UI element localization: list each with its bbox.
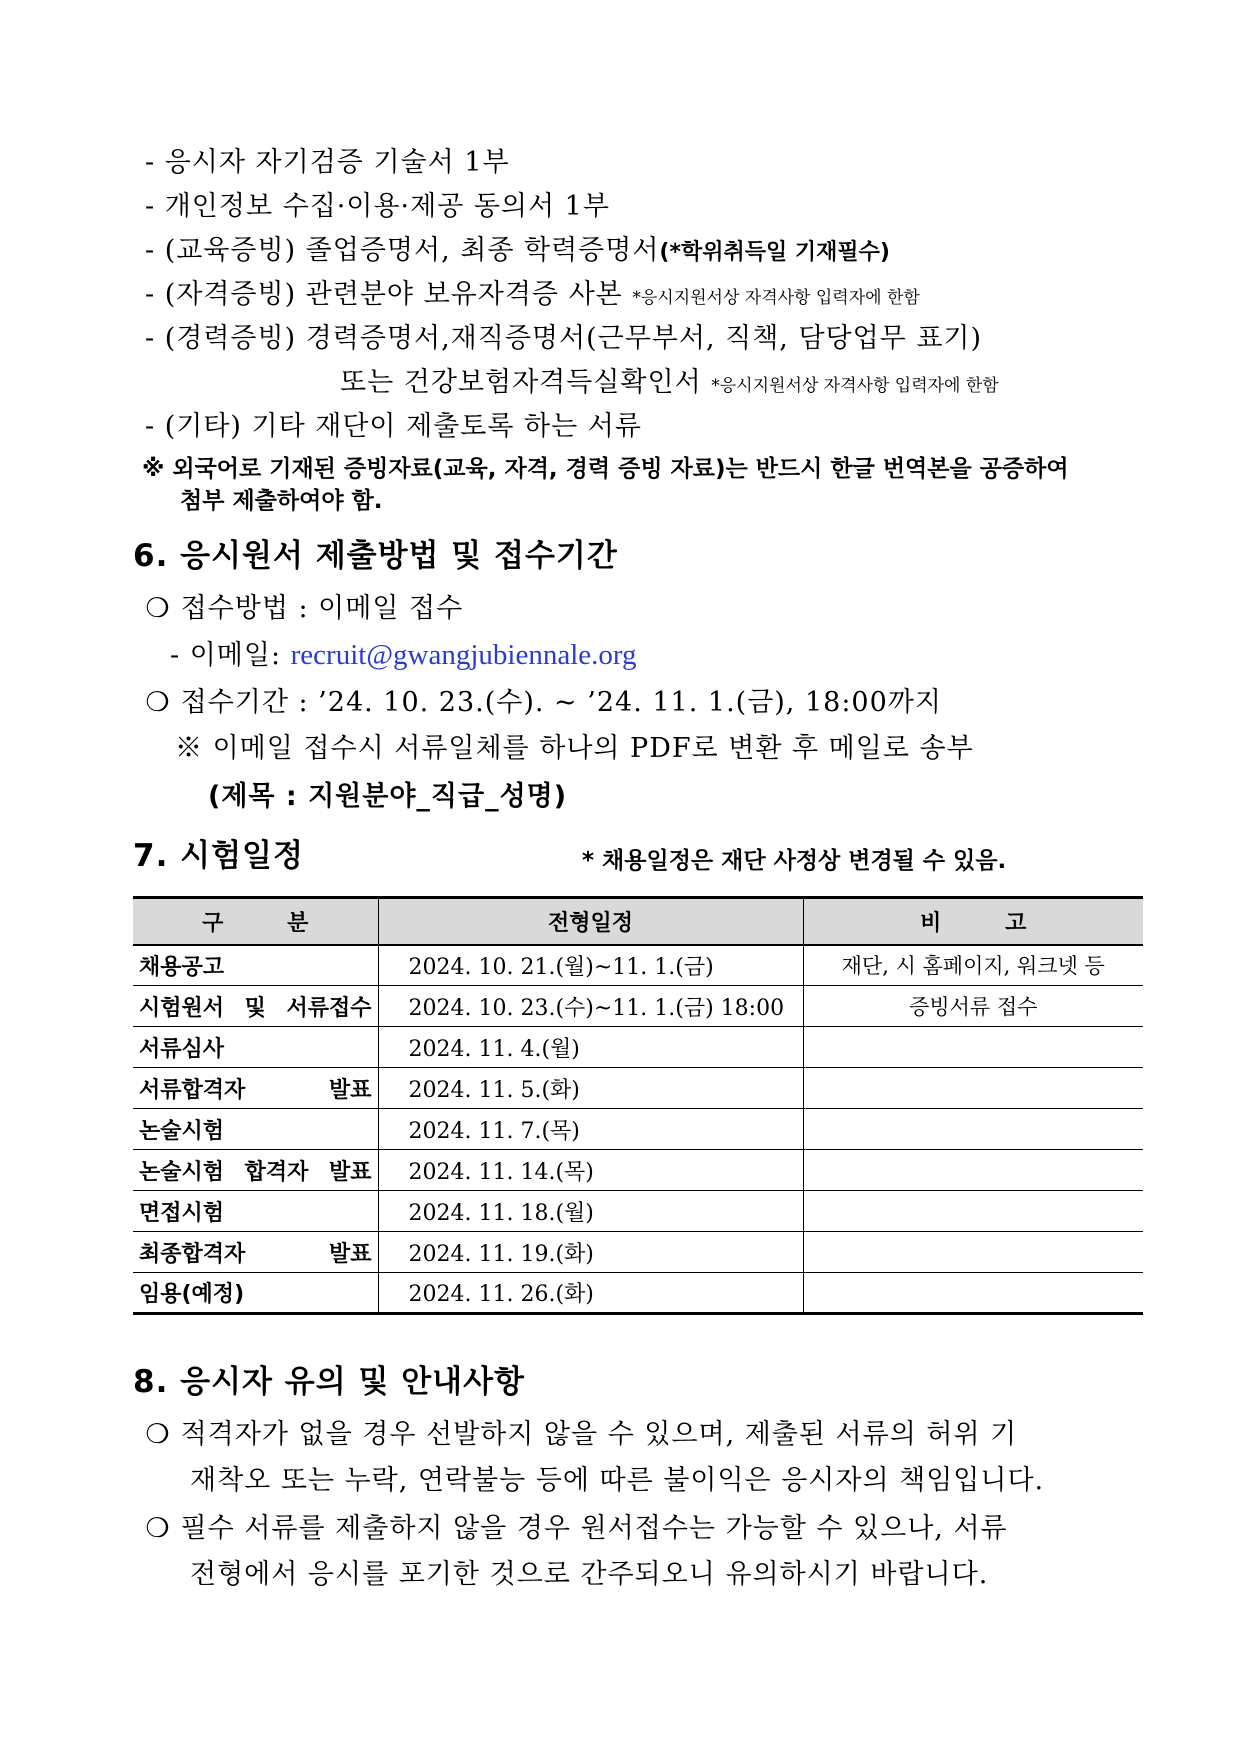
row-category: 임용(예정) xyxy=(133,1273,378,1314)
row-date: 2024. 11. 4.(월) xyxy=(378,1027,803,1068)
row-remark xyxy=(803,1191,1143,1232)
table-row xyxy=(133,945,1143,986)
foreign-doc-note-line2: 첨부 제출하여야 함. xyxy=(180,488,383,514)
header-remark: 비 고 xyxy=(803,898,1143,945)
email-link[interactable]: recruit@gwangjubiennale.org xyxy=(290,639,637,671)
table-row xyxy=(133,1027,1143,1068)
doc-item-other: - (기타) 기타 재단이 제출토록 하는 서류 xyxy=(145,411,642,442)
row-category: 서류합격자 발표 xyxy=(133,1068,378,1109)
pdf-note: ※ 이메일 접수시 서류일체를 하나의 PDF로 변환 후 메일로 송부 xyxy=(175,733,974,764)
row-date: 2024. 11. 19.(화) xyxy=(378,1232,803,1273)
row-category: 면접시험 xyxy=(133,1191,378,1232)
table-row xyxy=(133,1232,1143,1273)
schedule-change-note: * 채용일정은 재단 사정상 변경될 수 있음. xyxy=(582,848,1007,874)
email-line: - 이메일: recruit@gwangjubiennale.org xyxy=(170,639,637,671)
row-category: 최종합격자 발표 xyxy=(133,1232,378,1273)
row-date: 2024. 11. 18.(월) xyxy=(378,1191,803,1232)
row-remark xyxy=(803,1273,1143,1314)
doc-item-privacy-consent: - 개인정보 수집·이용·제공 동의서 1부 xyxy=(145,191,610,222)
row-remark xyxy=(803,1150,1143,1191)
doc-item-education: - (교육증빙) 졸업증명서, 최종 학력증명서(*학위취득일 기재필수) xyxy=(145,235,890,266)
row-remark xyxy=(803,1232,1143,1273)
row-date: 2024. 11. 7.(목) xyxy=(378,1109,803,1150)
header-schedule: 전형일정 xyxy=(378,898,803,945)
row-remark xyxy=(803,1027,1143,1068)
email-subject-note: (제목 : 지원분야_직급_성명) xyxy=(208,781,568,812)
section8-title: 8. 응시자 유의 및 안내사항 xyxy=(133,1364,525,1400)
header-category: 구 분 xyxy=(133,898,378,945)
certificate-note: *응시지원서상 자격사항 입력자에 한함 xyxy=(632,288,920,308)
section7-title: 7. 시험일정 xyxy=(133,838,304,874)
doc-item-self-verification: - 응시자 자기검증 기술서 1부 xyxy=(145,147,510,178)
row-category: 시험원서 및 서류접수 xyxy=(133,986,378,1027)
row-date: 2024. 11. 26.(화) xyxy=(378,1273,803,1314)
submission-method: ❍ 접수방법 : 이메일 접수 xyxy=(145,593,464,624)
foreign-doc-note-line1: ※ 외국어로 기재된 증빙자료(교육, 자격, 경력 증빙 자료)는 반드시 한글 번역본을 공증하여 xyxy=(142,456,1069,482)
doc-item-certificate: - (자격증빙) 관련분야 보유자격증 사본 *응시지원서상 자격사항 입력자에 한함 xyxy=(145,279,920,310)
doc-item-career: - (경력증빙) 경력증명서,재직증명서(근무부서, 직책, 담당업무 표기) xyxy=(145,323,983,354)
table-header-row xyxy=(133,898,1143,945)
career-note: *응시지원서상 자격사항 입력자에 한함 xyxy=(711,376,999,396)
row-remark xyxy=(803,1068,1143,1109)
table-row xyxy=(133,1150,1143,1191)
notice-paragraph-2-line1: ❍ 필수 서류를 제출하지 않을 경우 원서접수는 가능할 수 있으나, 서류 xyxy=(145,1513,1008,1544)
table-row xyxy=(133,1273,1143,1314)
row-date: 2024. 11. 14.(목) xyxy=(378,1150,803,1191)
table-row xyxy=(133,986,1143,1027)
circle-bullet-icon: ❍ xyxy=(145,1419,171,1450)
row-remark xyxy=(803,1109,1143,1150)
row-remark: 재단, 시 홈페이지, 워크넷 등 xyxy=(803,945,1143,986)
row-date: 2024. 11. 5.(화) xyxy=(378,1068,803,1109)
notice-paragraph-1-line1: ❍ 적격자가 없을 경우 선발하지 않을 수 있으며, 제출된 서류의 허위 기 xyxy=(145,1419,1018,1450)
row-remark: 증빙서류 접수 xyxy=(803,986,1143,1027)
row-category: 채용공고 xyxy=(133,945,378,986)
row-category: 논술시험 xyxy=(133,1109,378,1150)
row-date: 2024. 10. 21.(월)~11. 1.(금) xyxy=(378,945,803,986)
row-category: 논술시험 합격자 발표 xyxy=(133,1150,378,1191)
notice-paragraph-1-line2: 재착오 또는 누락, 연락불능 등에 따른 불이익은 응시자의 책임입니다. xyxy=(190,1465,1045,1496)
row-date: 2024. 10. 23.(수)~11. 1.(금) 18:00 xyxy=(378,986,803,1027)
submission-period: ❍ 접수기간 : ’24. 10. 23.(수). ~ ’24. 11. 1.(금), 18:00까지 xyxy=(145,687,942,718)
circle-bullet-icon: ❍ xyxy=(145,593,171,624)
table-row xyxy=(133,1191,1143,1232)
circle-bullet-icon: ❍ xyxy=(145,687,171,718)
education-note: (*학위취득일 기재필수) xyxy=(659,240,890,265)
row-category: 서류심사 xyxy=(133,1027,378,1068)
doc-item-career-alt: 또는 건강보험자격득실확인서 *응시지원서상 자격사항 입력자에 한함 xyxy=(340,367,999,398)
notice-paragraph-2-line2: 전형에서 응시를 포기한 것으로 간주되오니 유의하시기 바랍니다. xyxy=(190,1559,989,1590)
section6-title: 6. 응시원서 제출방법 및 접수기간 xyxy=(133,538,618,574)
exam-schedule-table xyxy=(133,896,1143,1315)
table-row xyxy=(133,1109,1143,1150)
circle-bullet-icon: ❍ xyxy=(145,1513,171,1544)
table-row xyxy=(133,1068,1143,1109)
